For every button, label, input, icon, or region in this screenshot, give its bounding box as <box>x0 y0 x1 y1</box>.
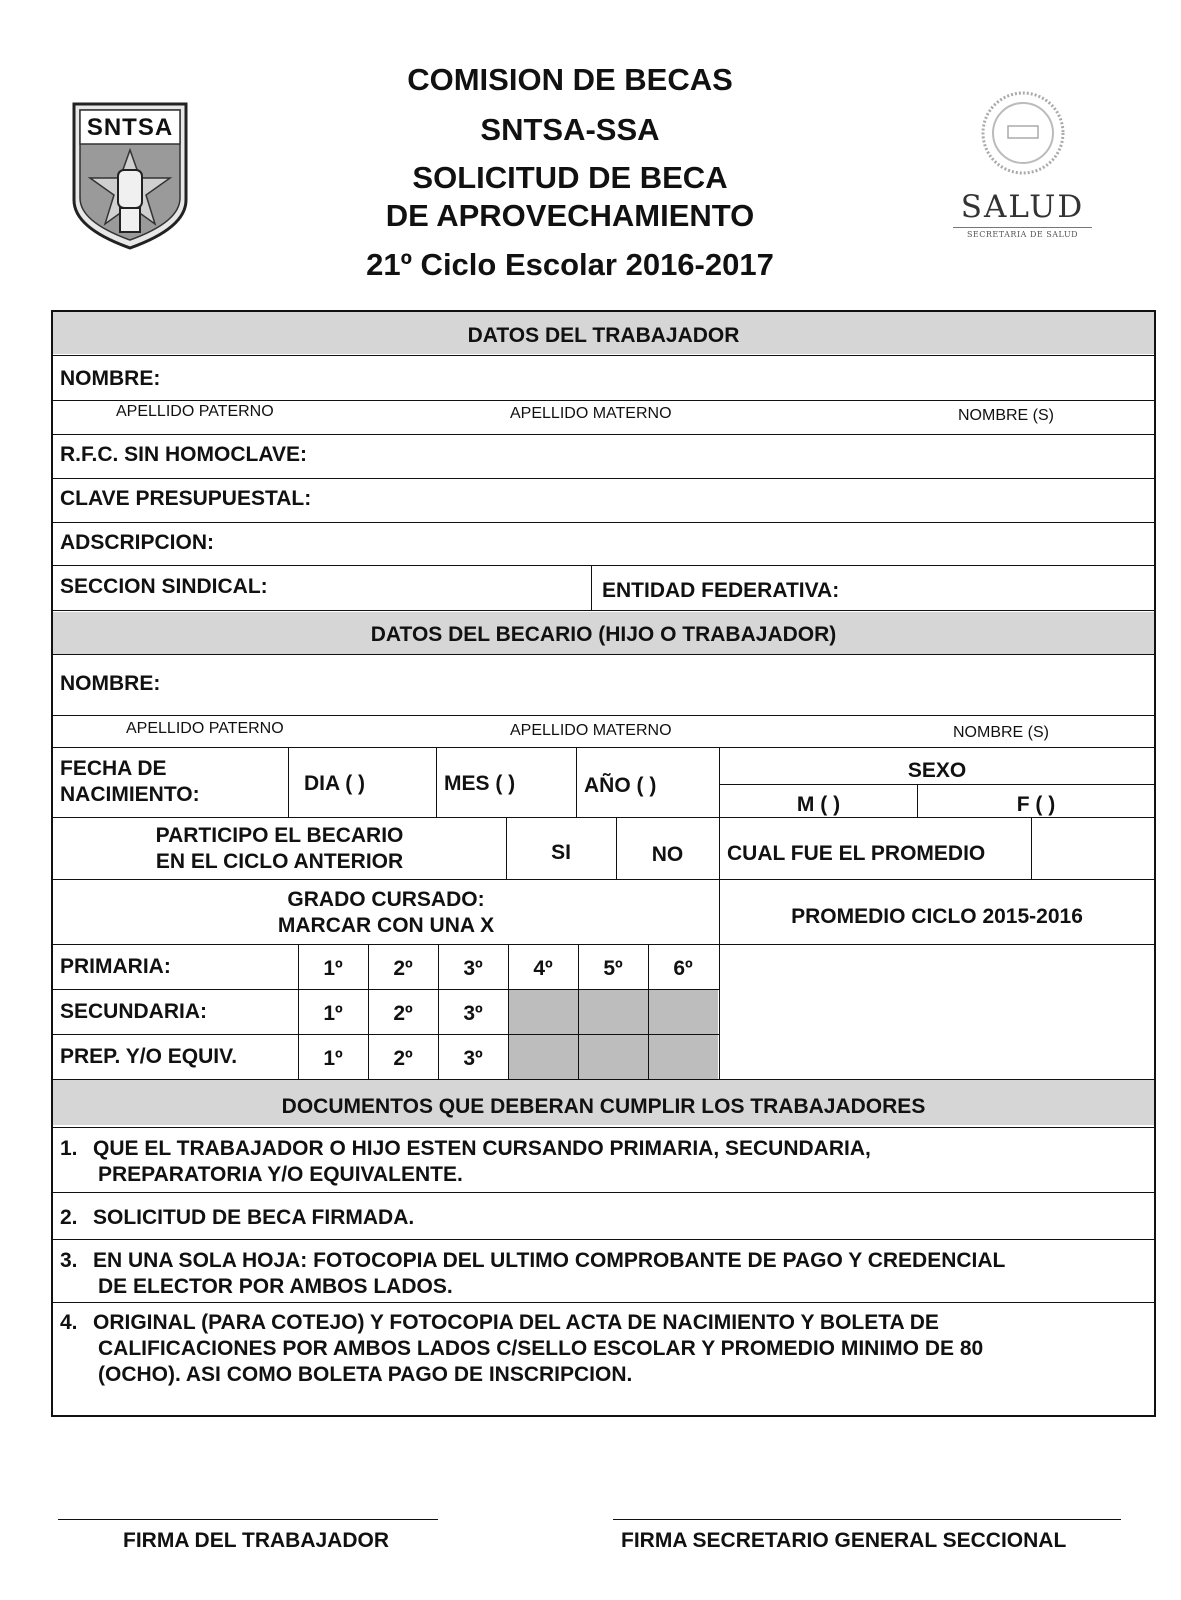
grade-cell[interactable]: 1º <box>323 1002 343 1025</box>
grade-cell[interactable]: 3º <box>463 957 483 980</box>
doc-item-3-line-2: DE ELECTOR POR AMBOS LADOS. <box>98 1275 453 1298</box>
grado-line-2: MARCAR CON UNA X <box>277 914 495 938</box>
seal-icon <box>978 88 1068 178</box>
becario-apellido-paterno: APELLIDO PATERNO <box>126 720 284 737</box>
level-primaria-label: PRIMARIA: <box>60 955 171 978</box>
clave-presupuestal-label: CLAVE PRESUPUESTAL: <box>60 487 312 510</box>
fecha-label-1: FECHA DE <box>60 757 167 780</box>
application-form <box>51 310 1156 1417</box>
doc-item-3-num: 3. <box>60 1249 78 1272</box>
salud-logo-subtext: SECRETARIA DE SALUD <box>953 227 1092 239</box>
salud-logo-text: SALUD <box>960 189 1085 225</box>
anio-field[interactable]: AÑO ( ) <box>584 774 657 797</box>
seccion-sindical-label: SECCION SINDICAL: <box>60 575 268 598</box>
trabajador-section-title: DATOS DEL TRABAJADOR <box>467 324 740 347</box>
promedio-anterior-field[interactable] <box>1032 818 1154 878</box>
level-secundaria-label: SECUNDARIA: <box>60 1000 207 1023</box>
sexo-label: SEXO <box>907 759 967 782</box>
grade-cell[interactable]: 2º <box>393 957 413 980</box>
doc-item-4-line-1: ORIGINAL (PARA COTEJO) Y FOTOCOPIA DEL ACTA DE NACIMIENTO Y BOLETA DE <box>93 1311 939 1334</box>
level-prep-label: PREP. Y/O EQUIV. <box>60 1045 238 1068</box>
header-line-5: 21º Ciclo Escolar 2016-2017 <box>366 247 774 282</box>
grado-cursado-label <box>53 887 719 940</box>
grade-cell[interactable]: 2º <box>393 1047 413 1070</box>
unused-grade-cells-prep <box>508 1034 718 1080</box>
mes-field[interactable]: MES ( ) <box>444 772 516 795</box>
rfc-label: R.F.C. SIN HOMOCLAVE: <box>60 443 307 466</box>
documentos-section-title: DOCUMENTOS QUE DEBERAN CUMPLIR LOS TRABAJADORES <box>281 1095 926 1118</box>
adscripcion-label: ADSCRIPCION: <box>60 531 215 554</box>
doc-item-1-line-2: PREPARATORIA Y/O EQUIVALENTE. <box>98 1163 463 1186</box>
trabajador-nombre-label: NOMBRE: <box>60 367 161 390</box>
sntsa-logo <box>70 100 190 252</box>
unused-grade-cells-secundaria <box>508 989 718 1034</box>
doc-item-2-num: 2. <box>60 1206 78 1229</box>
dia-field[interactable]: DIA ( ) <box>304 772 366 795</box>
header-line-3: SOLICITUD DE BECA <box>412 160 728 195</box>
grade-cell[interactable]: 4º <box>533 957 553 980</box>
firma-secretario-line[interactable] <box>613 1519 1121 1520</box>
doc-item-3-line-1: EN UNA SOLA HOJA: FOTOCOPIA DEL ULTIMO COMPROBANTE DE PAGO Y CREDENCIAL <box>93 1249 1006 1272</box>
grade-cell[interactable]: 3º <box>463 1047 483 1070</box>
promedio-ciclo-label: PROMEDIO CICLO 2015-2016 <box>791 905 1083 928</box>
firma-trabajador-label: FIRMA DEL TRABAJADOR <box>123 1529 389 1552</box>
sntsa-logo-text: SNTSA <box>86 114 174 141</box>
sexo-m-field[interactable]: M ( ) <box>796 793 841 816</box>
firma-secretario-label: FIRMA SECRETARIO GENERAL SECCIONAL <box>621 1529 1067 1552</box>
participo-line-2: EN EL CICLO ANTERIOR <box>155 850 404 874</box>
no-option[interactable]: NO <box>651 843 684 866</box>
becario-section-title: DATOS DEL BECARIO (HIJO O TRABAJADOR) <box>370 623 837 646</box>
grade-cell[interactable]: 5º <box>603 957 623 980</box>
grade-cell[interactable]: 1º <box>323 1047 343 1070</box>
doc-item-2-line-1: SOLICITUD DE BECA FIRMADA. <box>93 1206 415 1229</box>
firma-trabajador-line[interactable] <box>58 1519 438 1520</box>
promedio-ciclo-field[interactable] <box>720 945 1154 1079</box>
grade-cell[interactable]: 1º <box>323 957 343 980</box>
fecha-label-2: NACIMIENTO: <box>60 783 200 806</box>
becario-apellido-materno: APELLIDO MATERNO <box>510 722 672 739</box>
header-line-2: SNTSA-SSA <box>480 112 660 147</box>
trabajador-nombres: NOMBRE (S) <box>958 407 1054 424</box>
doc-item-4-num: 4. <box>60 1311 78 1334</box>
trabajador-apellido-paterno: APELLIDO PATERNO <box>116 403 274 420</box>
becario-nombre-label: NOMBRE: <box>60 672 161 695</box>
sexo-f-field[interactable]: F ( ) <box>1016 793 1056 816</box>
si-option[interactable]: SI <box>551 841 571 864</box>
doc-item-4-line-3: (OCHO). ASI COMO BOLETA PAGO DE INSCRIPCION. <box>98 1363 633 1386</box>
participo-line-1: PARTICIPO EL BECARIO <box>155 824 404 847</box>
promedio-anterior-label: CUAL FUE EL PROMEDIO <box>727 842 986 865</box>
doc-item-1-line-1: QUE EL TRABAJADOR O HIJO ESTEN CURSANDO PRIMARIA, SECUNDARIA, <box>93 1137 871 1160</box>
participo-label <box>53 823 506 876</box>
grade-cell[interactable]: 2º <box>393 1002 413 1025</box>
grade-cell[interactable]: 3º <box>463 1002 483 1025</box>
doc-item-1-num: 1. <box>60 1137 78 1160</box>
header-line-4: DE APROVECHAMIENTO <box>385 198 755 233</box>
grado-line-1: GRADO CURSADO: <box>287 888 485 911</box>
salud-logo <box>945 88 1100 268</box>
header-line-1: COMISION DE BECAS <box>407 62 733 97</box>
doc-item-4-line-2: CALIFICACIONES POR AMBOS LADOS C/SELLO ESCOLAR Y PROMEDIO MINIMO DE 80 <box>98 1337 984 1360</box>
trabajador-apellido-materno: APELLIDO MATERNO <box>510 405 672 422</box>
entidad-federativa-label: ENTIDAD FEDERATIVA: <box>602 579 840 602</box>
becario-nombres: NOMBRE (S) <box>953 724 1049 741</box>
grade-cell[interactable]: 6º <box>673 957 693 980</box>
